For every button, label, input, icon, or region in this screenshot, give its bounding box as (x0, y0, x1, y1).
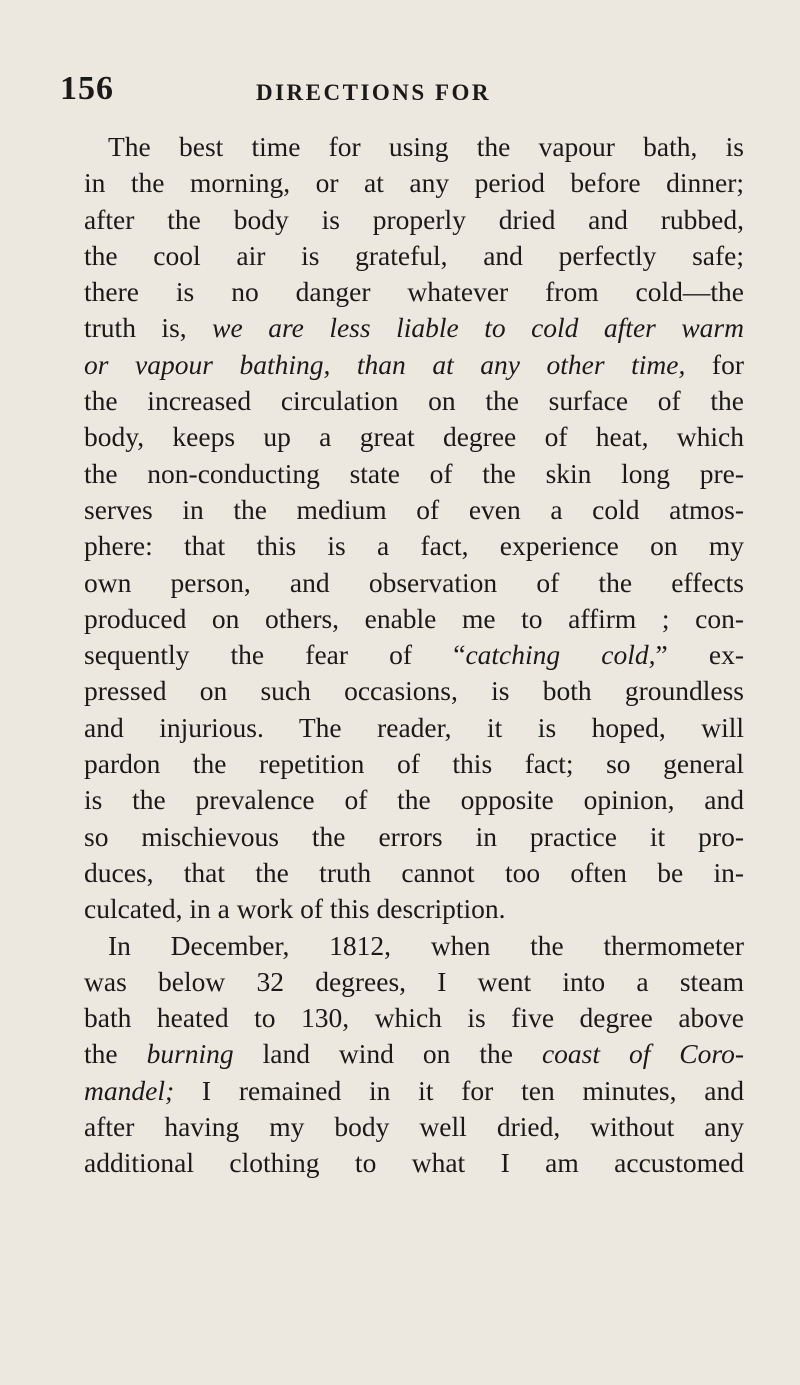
text-line: the cool air is grateful, and perfectly safe; (84, 239, 744, 271)
text-line: produced on others, enable me to affirm ; con- (84, 602, 744, 634)
text-line: the increased circulation on the surface of the (84, 385, 744, 417)
text-line: so mischievous the errors in practice it pro- (84, 820, 744, 852)
text-line: after the body is properly dried and rubbed, (84, 203, 744, 235)
text-line: and injurious. The reader, it is hoped, will (84, 711, 744, 743)
text-line: in the morning, or at any period before dinner; (84, 167, 744, 199)
text-line: The best time for using the vapour bath, is (108, 131, 744, 162)
italic-phrase: mandel; (84, 1074, 175, 1106)
text-segment: for (685, 348, 744, 380)
text-line (84, 1073, 744, 1109)
italic-phrase: or vapour bathing, than at any other time, (84, 348, 686, 380)
text-line: additional clothing to what I am accustomed (84, 1147, 744, 1179)
text-line: after having my body well dried, without any (84, 1111, 744, 1143)
text-line: body, keeps up a great degree of heat, which (84, 421, 744, 453)
italic-phrase: we are less liable to cold after warm (212, 312, 744, 344)
italic-phrase: catching cold, (465, 639, 656, 671)
text-line: phere: that this is a fact, experience on my (84, 530, 744, 562)
text-line: pardon the repetition of this fact; so general (84, 748, 744, 780)
text-line: serves in the medium of even a cold atmos- (84, 493, 744, 525)
italic-phrase: burning (146, 1038, 234, 1070)
text-line: the non-conducting state of the skin long pre- (84, 457, 744, 489)
text-line: own person, and observation of the effects (84, 566, 744, 598)
text-line (84, 1036, 744, 1072)
text-line (84, 637, 744, 673)
text-segment: I remained in it for ten minutes, and (174, 1074, 744, 1106)
page-number: 156 (60, 70, 114, 107)
text-line (84, 310, 744, 346)
text-line: In December, 1812, when the thermometer (108, 929, 744, 961)
text-segment: sequently the fear of “ (84, 639, 466, 671)
text-line: pressed on such occasions, is both groundless (84, 675, 744, 707)
page-header (60, 70, 750, 120)
text-segment: land wind on the (233, 1038, 542, 1070)
text-line: there is no danger whatever from cold—the (84, 276, 744, 308)
text-line: culcated, in a work of this description. (84, 893, 506, 925)
text-segment: ” ex- (655, 639, 744, 671)
italic-phrase: coast of Coro- (541, 1038, 744, 1070)
text-line: is the prevalence of the opposite opinion, and (84, 784, 744, 816)
text-line: was below 32 degrees, I went into a steam (84, 965, 744, 997)
running-head: DIRECTIONS FOR (256, 80, 492, 105)
text-line (84, 347, 744, 383)
text-line: duces, that the truth cannot too often be in- (84, 856, 744, 888)
text-segment: truth is, (84, 312, 213, 344)
body-text (84, 129, 744, 1182)
text-line: bath heated to 130, which is five degree above (84, 1002, 744, 1034)
text-segment: the (84, 1038, 147, 1070)
